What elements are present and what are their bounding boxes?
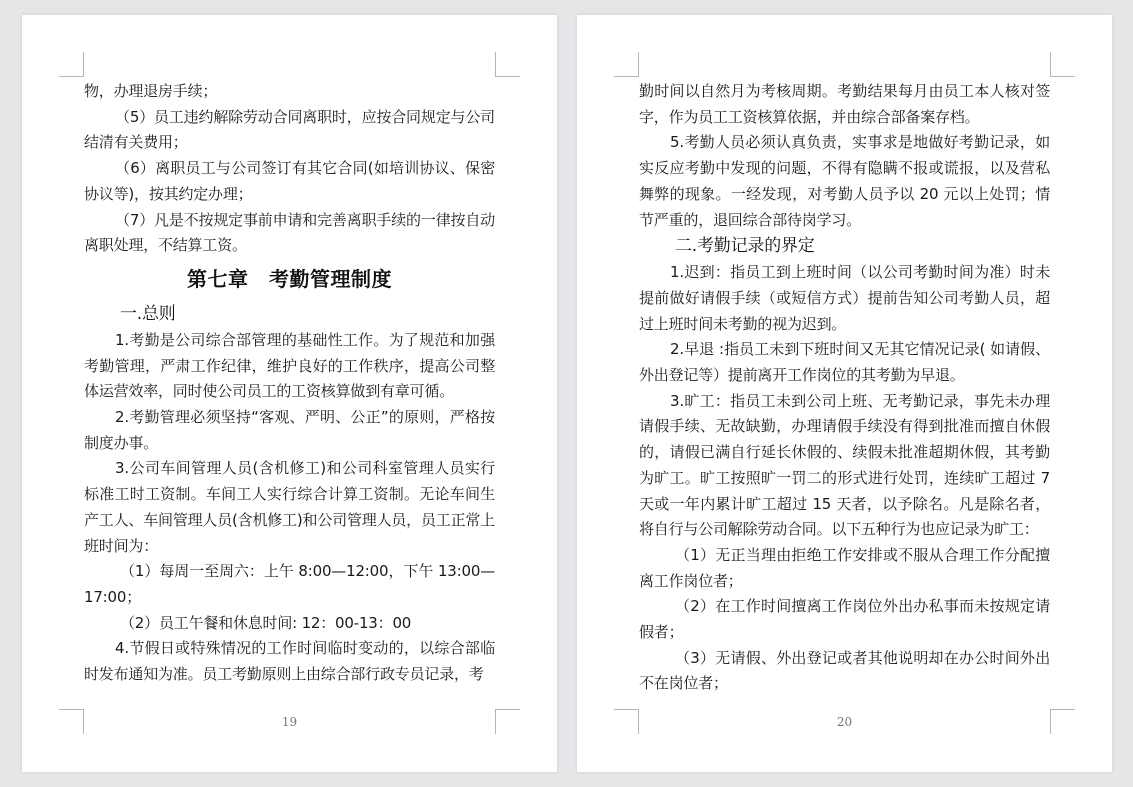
chapter-heading: 第七章 考勤管理制度: [187, 266, 392, 291]
page-body: [84, 79, 495, 688]
paragraph: 4.节假日或特殊情况的工作时间临时变动的，以综合部临时发布通知为准。员工考勤原则上由综合部行政专员记录，考: [84, 639, 495, 684]
crop-mark-top-right: [495, 52, 520, 77]
paragraph: 3.公司车间管理人员(含机修工)和公司科室管理人员实行标准工时工资制。车间工人实行综合计算工资制。无论车间生产工人、车间管理人员(含机修工)和公司管理人员，员工正常上班时间为：: [84, 459, 495, 555]
crop-mark-top-left: [59, 52, 84, 77]
paragraph: 1.考勤是公司综合部管理的基础性工作。为了规范和加强考勤管理，严肃工作纪律，维护良好的工作秩序，提高公司整体运营效率，同时使公司员工的工资核算做到有章可循。: [84, 330, 495, 401]
page-20: [577, 15, 1112, 772]
page-number: 19: [281, 715, 298, 729]
paragraph: （2）在工作时间擅离工作岗位外出办私事而未按规定请假者；: [639, 597, 1050, 642]
paragraph: 2.早退 :指员工未到下班时间又无其它情况记录( 如请假、外出登记等）提前离开工作岗位的其考勤为早退。: [639, 340, 1050, 385]
section-heading: 一.总则: [120, 303, 176, 324]
crop-mark-top-right: [1050, 52, 1075, 77]
paragraph: 物，办理退房手续；: [84, 82, 218, 100]
paragraph: 勤时间以自然月为考核周期。考勤结果每月由员工本人核对签字，作为员工工资核算依据，并由综合部备案存档。: [639, 82, 1050, 126]
page-body: [639, 79, 1050, 697]
paragraph: 5.考勤人员必须认真负责，实事求是地做好考勤记录，如实反应考勤中发现的问题，不得有隐瞒不报或谎报，以及营私舞弊的现象。一经发现，对考勤人员予以 20 元以上处罚；情节严重的，退回综合部待岗学习。: [639, 133, 1050, 229]
paragraph: （2）员工午餐和休息时间: 12：00-13：00: [120, 613, 412, 632]
page-19: [22, 15, 557, 772]
paragraph: （6）离职员工与公司签订有其它合同(如培训协议、保密协议等)，按其约定办理；: [84, 159, 495, 203]
paragraph: （1）无正当理由拒绝工作安排或不服从合理工作分配擅离工作岗位者；: [639, 545, 1050, 590]
paragraph: （5）员工违约解除劳动合同离职时，应按合同规定与公司结清有关费用；: [84, 107, 495, 152]
paragraph: （3）无请假、外出登记或者其他说明却在办公时间外出不在岗位者；: [639, 648, 1050, 693]
paragraph: （7）凡是不按规定事前申请和完善离职手续的一律按自动离职处理，不结算工资。: [84, 210, 495, 255]
paragraph: 3.旷工：指员工未到公司上班、无考勤记录，事先未办理请假手续、无故缺勤，办理请假手续没有得到批准而擅自休假的，请假已满自行延长休假的、续假未批准超期休假，其考勤为旷工。旷工按照旷一罚二的形式进行处罚，连续旷工超过 7 天或一年内累计旷工超过 15 天者，以予除名。凡是除名者，将自行与公司解除劳动合同。以下五种行为也应记录为旷工：: [639, 391, 1050, 539]
paragraph: 1.迟到：指员工到上班时间（以公司考勤时间为准）时未提前做好请假手续（或短信方式）提前告知公司考勤人员，超过上班时间未考勤的视为迟到。: [639, 263, 1050, 333]
paragraph: （1）每周一至周六：上午 8:00—12:00，下午 13:00—17:00；: [84, 562, 495, 606]
crop-mark-top-left: [614, 52, 639, 77]
page-number: 20: [836, 715, 853, 729]
section-heading: 二.考勤记录的界定: [675, 236, 815, 257]
paragraph: 2.考勤管理必须坚持“客观、严明、公正”的原则，严格按制度办事。: [84, 408, 495, 452]
